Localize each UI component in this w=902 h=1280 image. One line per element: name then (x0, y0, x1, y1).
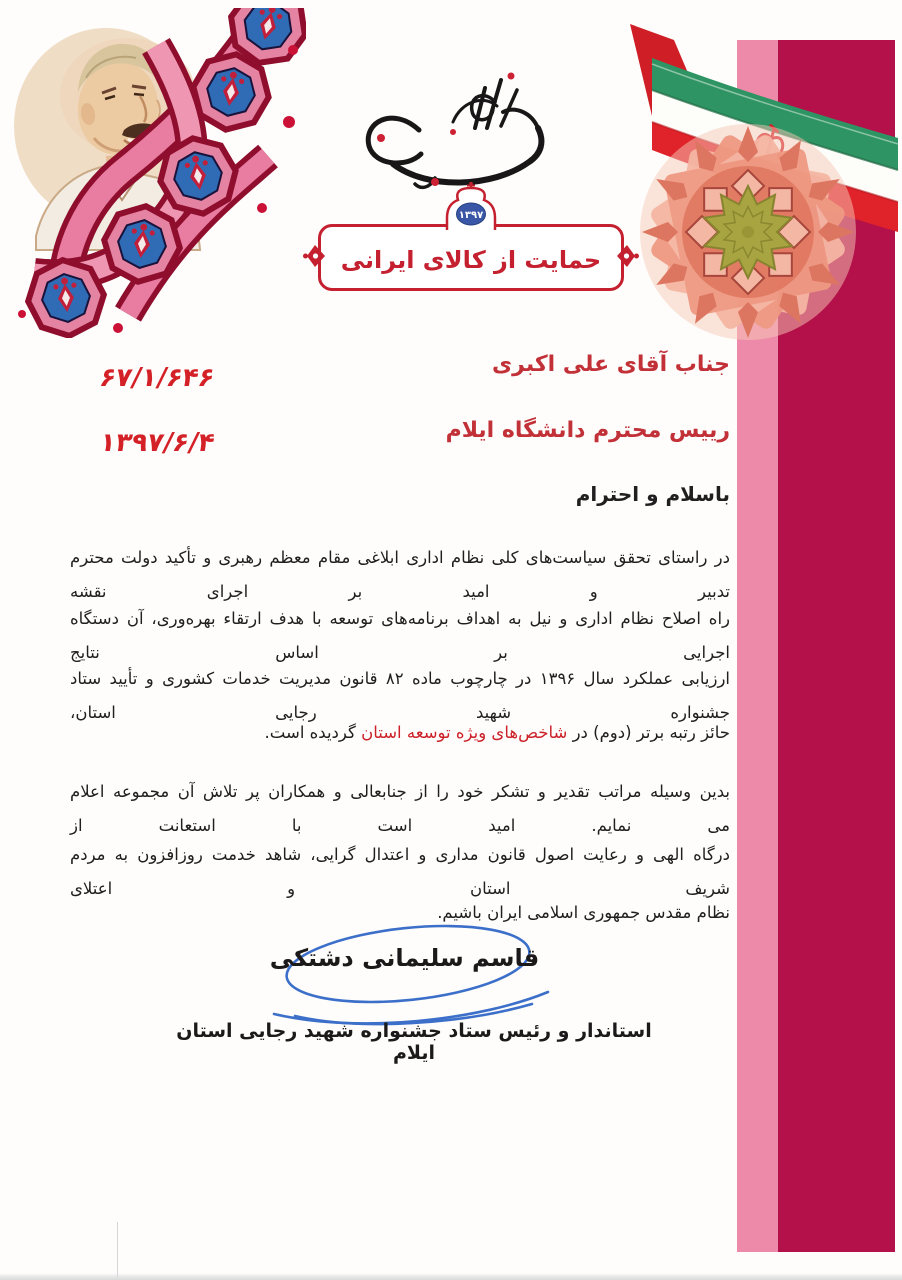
signature-scribble (240, 918, 585, 1036)
corner-art (6, 8, 306, 338)
body-line-5: بدین وسیله مراتب تقدیر و تشکر خود را از جنابعالی و همکاران پر تلاش آن مجموعه اعلام می نمایم. امید است با استعانت از (70, 782, 730, 835)
recipient-title: رییس محترم دانشگاه ایلام (445, 418, 730, 443)
slogan-text: حمایت از کالای ایرانی (340, 245, 602, 274)
body-line-7: نظام مقدس جمهوری اسلامی ایران باشیم. (437, 903, 730, 922)
flower-svg (630, 116, 866, 348)
body-line-1: در راستای تحقق سیاست‌های کلی نظام اداری ابلاغی مقام معظم رهبری و تأکید دولت محترم تدبیر و امید بر اجرای نقشه (70, 548, 730, 601)
reference-date: ۱۳۹۷/۶/۴ (97, 428, 217, 458)
signature-title: استاندار و رئیس ستاد جشنواره شهید رجایی استان ایلام (176, 1020, 652, 1064)
geometric-flower-mandala (630, 116, 866, 348)
banner-dome-ornament (441, 182, 501, 236)
body-line-6: درگاه الهی و رعایت اصول قانون مداری و اعتدال گرایی، شاهد خدمت روزافزون به مردم شریف استان و اعتلای (70, 845, 730, 898)
signature-name: قاسم سلیمانی دشتکی (269, 944, 540, 972)
year-slogan-banner (318, 210, 624, 291)
recipient-name: جناب آقای علی اکبری (492, 352, 730, 377)
shahid-rajaei-portrait-and-tile-art (6, 8, 306, 338)
scan-edge-bottom (0, 1273, 902, 1280)
reference-number: ۶۷/۱/۶۴۶ (97, 363, 217, 393)
rank-text-end: گردیده است. (264, 723, 362, 742)
banner-side-ornament-left (303, 241, 329, 275)
body-line-2: راه اصلاح نظام اداری و نیل به اهداف برنامه‌های توسعه با هدف ارتقاء بهره‌وری، آن دستگاه اجرایی بر اساس نتایج (70, 609, 730, 662)
salutation: باسلام و احترام (575, 482, 730, 506)
scan-artifact-line (117, 1222, 118, 1278)
body-line-3: ارزیابی عملکرد سال ۱۳۹۶ در چارچوب ماده ۸۲ قانون مدیریت خدمات کشوری و تأیید ستاد جشنواره شهید رجایی استان، (70, 669, 730, 722)
body-line-4 (70, 716, 730, 750)
rank-text-start: حائز رتبه برتر (دوم) در (567, 723, 730, 742)
banner-year: ۱۳۹۷ (458, 210, 484, 221)
rank-highlight-red: شاخص‌های ویژه توسعه استان (361, 723, 568, 742)
